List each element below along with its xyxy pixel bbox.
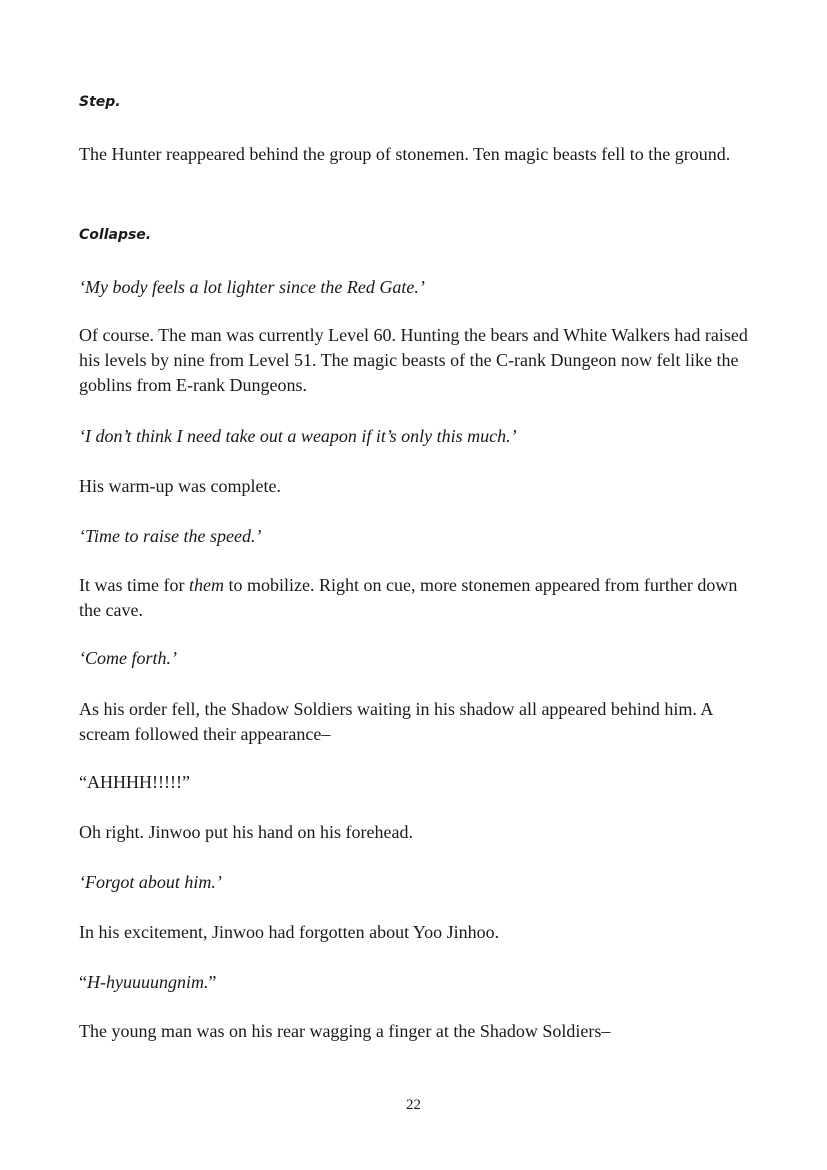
thought-line: ‘Time to raise the speed.’ bbox=[79, 526, 262, 546]
thought-line: ‘Forgot about him.’ bbox=[79, 872, 222, 892]
paragraph: In his excitement, Jinwoo had forgotten about Yoo Jinhoo. bbox=[79, 922, 500, 942]
dialogue-line: “AHHHH!!!!!” bbox=[79, 772, 190, 792]
emphasis-text: H-hyuuuungnim. bbox=[87, 972, 209, 992]
paragraph: His warm-up was complete. bbox=[79, 476, 281, 496]
text-run: to mobilize. Right on cue, more stonemen appeared from further down the cave. bbox=[79, 575, 738, 620]
paragraph: Of course. The man was currently Level 60. Hunting the bears and White Walkers had raised his levels by nine from Level 51. The magic beasts of the C-rank Dungeon now felt like the goblins from E-rank Dungeons. bbox=[79, 325, 748, 395]
paragraph: The Hunter reappeared behind the group of stonemen. Ten magic beasts fell to the ground. bbox=[79, 144, 731, 164]
quote-close: ” bbox=[208, 972, 217, 992]
text-run: It was time for bbox=[79, 575, 189, 595]
sound-effect-collapse: Collapse. bbox=[79, 227, 152, 243]
thought-line: ‘Come forth.’ bbox=[79, 648, 177, 668]
thought-line: ‘I don’t think I need take out a weapon if it’s only this much.’ bbox=[79, 426, 517, 446]
sound-effect-step: Step. bbox=[79, 94, 121, 110]
dialogue-line bbox=[79, 970, 755, 995]
paragraph: Oh right. Jinwoo put his hand on his forehead. bbox=[79, 822, 413, 842]
emphasis-text: them bbox=[188, 575, 224, 595]
paragraph: The young man was on his rear wagging a finger at the Shadow Soldiers– bbox=[79, 1021, 611, 1041]
page-number: 22 bbox=[406, 1097, 421, 1113]
paragraph bbox=[79, 573, 755, 623]
paragraph: As his order fell, the Shadow Soldiers waiting in his shadow all appeared behind him. A scream followed their appearance– bbox=[79, 699, 713, 744]
thought-line: ‘My body feels a lot lighter since the Red Gate.’ bbox=[79, 277, 425, 297]
quote-open: “ bbox=[79, 972, 87, 992]
